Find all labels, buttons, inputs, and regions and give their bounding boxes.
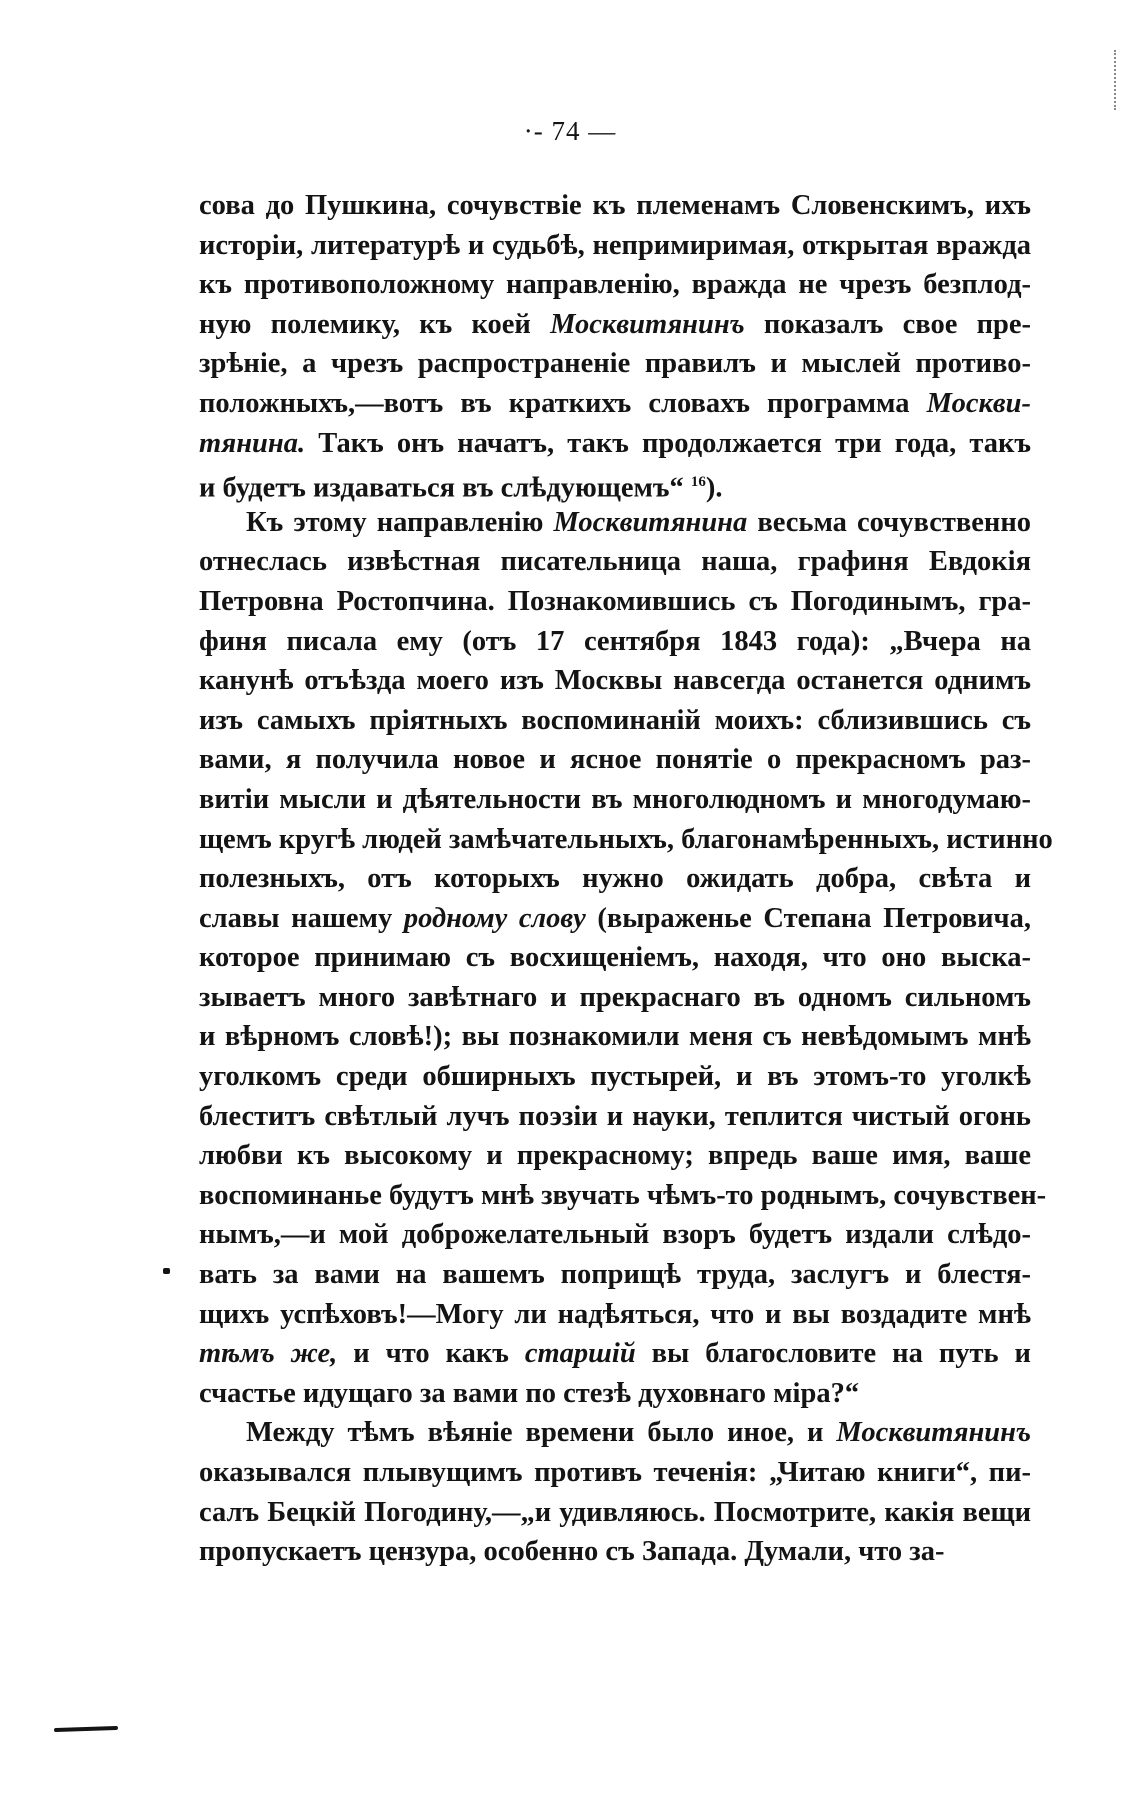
text-line: [199, 859, 1031, 899]
text-run: Петровна Ростопчина. Познакомившись съ Погодинымъ, гра-: [199, 585, 1031, 617]
text-line: [199, 1255, 1031, 1295]
text-run: славы нашему: [199, 902, 404, 934]
text-run: любви къ высокому и прекрасному; впредь ваше имя, ваше: [199, 1140, 1031, 1172]
text-line: [199, 265, 1031, 305]
text-line: [199, 1097, 1031, 1137]
text-run: уголкомъ среди обширныхъ пустырей, и въ этомъ-то уголкѣ: [199, 1061, 1031, 1093]
text-run: Къ этому направленію: [246, 506, 554, 538]
text-line: [199, 1374, 1031, 1414]
text-run: и будетъ издаваться въ слѣдующемъ“: [199, 472, 691, 504]
text-line: [199, 1136, 1031, 1176]
italic-title: Москви-: [926, 387, 1031, 419]
italic-title: Москвитянинъ: [550, 308, 745, 340]
text-run: весьма сочувственно: [747, 506, 1031, 538]
text-line: [199, 820, 1053, 860]
text-run: изъ самыхъ пріятныхъ воспоминаній моихъ: сблизившись съ: [199, 704, 1031, 736]
page-number: ·- 74 —: [523, 116, 617, 146]
text-line: [199, 1017, 1031, 1057]
text-line: [199, 1295, 1031, 1335]
text-run: сова до Пушкина, сочувствіе къ племенамъ Словенскимъ, ихъ: [199, 190, 1031, 221]
text-line: [199, 740, 1031, 780]
text-run: исторіи, литературѣ и судьбѣ, непримиримая, открытая вражда: [199, 229, 1031, 261]
text-line: [199, 978, 1031, 1018]
text-line: [199, 344, 1031, 384]
paragraph: [199, 186, 1031, 503]
text-line: [199, 661, 1031, 701]
text-run: полезныхъ, отъ которыхъ нужно ожидать добра, свѣта и: [199, 863, 1031, 895]
text-line: [199, 780, 1031, 820]
text-run: вами, я получила новое и ясное понятіе о прекрасномъ раз-: [199, 744, 1031, 776]
text-run: Между тѣмъ вѣяніе времени было иное, и: [246, 1417, 837, 1449]
text-line: [199, 701, 1031, 741]
text-run: блеститъ свѣтлый лучъ поэзіи и науки, теплится чистый огонь: [199, 1100, 1031, 1132]
text-run: оказывался плывущимъ противъ теченія: „Читаю книги“, пи-: [199, 1457, 1031, 1488]
italic-title: старшій: [524, 1338, 636, 1370]
text-run: ).: [705, 472, 723, 504]
italic-title: родному слову: [403, 902, 586, 934]
italic-title: тѣмъ же,: [199, 1338, 338, 1370]
text-run: пропускаетъ цензура, особенно съ Запада. Думали, что за-: [199, 1536, 945, 1568]
text-run: къ противоположному направленію, вражда не чрезъ безплод-: [199, 269, 1031, 301]
paragraph: [199, 1413, 1031, 1571]
text-run: положныхъ,—вотъ въ краткихъ словахъ программа: [199, 387, 927, 419]
text-line: [199, 1413, 1031, 1453]
text-run: зываетъ много завѣтнаго и прекраснаго въ одномъ сильномъ: [199, 981, 1031, 1013]
text-run: вать за вами на вашемъ поприщѣ труда, заслугъ и блестя-: [199, 1259, 1031, 1291]
text-run: вы благословите на путь и: [635, 1338, 1031, 1370]
text-line: [199, 1334, 1031, 1374]
text-line: [199, 622, 1031, 662]
text-run: и вѣрномъ словѣ!); вы познакомили меня съ невѣдомымъ мнѣ: [199, 1021, 1031, 1053]
text-run: салъ Бецкій Погодину,—„и удивляюсь. Посмотрите, какія вещи: [199, 1496, 1031, 1528]
text-run: витіи мысли и дѣятельности въ многолюдномъ и многодумаю-: [199, 783, 1031, 815]
text-line: [199, 226, 1031, 266]
paragraph: [199, 503, 1053, 1414]
text-line: [199, 305, 1031, 345]
text-line: [199, 1453, 1031, 1493]
page-edge-marks: [1114, 50, 1118, 110]
text-run: (выраженье Степана Петровича,: [585, 902, 1031, 934]
text-run: Такъ онъ начатъ, такъ продолжается три года, такъ: [305, 427, 1031, 459]
text-line: [199, 1176, 1047, 1216]
text-run: зрѣніе, а чрезъ распространеніе правилъ и мыслей противо-: [199, 348, 1031, 380]
text-line: [199, 1532, 1031, 1572]
text-run: щемъ кругѣ людей замѣчательныхъ, благонамѣренныхъ, истинно: [199, 823, 1053, 855]
text-run: нымъ,—и мой доброжелательный взоръ будетъ издали слѣдо-: [199, 1219, 1031, 1251]
footnote-ref: 16: [690, 474, 706, 491]
text-run: финя писала ему (отъ 17 сентября 1843 года): „Вчера на: [199, 625, 1031, 657]
text-run: воспоминанье будутъ мнѣ звучать чѣмъ-то роднымъ, сочувствен-: [199, 1179, 1047, 1211]
text-line: [199, 463, 1031, 503]
text-run: отнеслась извѣстная писательница наша, графиня Евдокія: [199, 546, 1031, 578]
italic-title: тянина.: [199, 427, 306, 459]
text-run: показалъ свое пре-: [744, 308, 1031, 340]
italic-title: Москвитянина: [553, 506, 748, 538]
text-line: [199, 582, 1031, 622]
text-run: канунѣ отъѣзда моего изъ Москвы навсегда останется однимъ: [199, 665, 1031, 697]
text-line: [199, 1057, 1031, 1097]
text-run: ную полемику, къ коей: [199, 308, 551, 340]
text-line: [199, 938, 1031, 978]
text-run: щихъ успѣховъ!—Могу ли надѣяться, что и вы воздадите мнѣ: [199, 1298, 1031, 1330]
text-line: [199, 1215, 1031, 1255]
text-line: [199, 503, 1031, 543]
text-line: [199, 424, 1031, 464]
body-text: [199, 186, 1053, 1572]
text-line: [199, 186, 1031, 226]
text-line: [199, 384, 1031, 424]
italic-title: Москвитянинъ: [836, 1417, 1031, 1449]
text-run: счастье идущаго за вами по стезѣ духовнаго міра?“: [199, 1377, 860, 1409]
text-run: и что какъ: [337, 1338, 525, 1370]
text-line: [199, 542, 1031, 582]
margin-mark: [163, 1268, 170, 1274]
text-run: которое принимаю съ восхищеніемъ, находя, что оно выска-: [199, 942, 1031, 974]
text-line: [199, 899, 1031, 939]
text-line: [199, 1493, 1031, 1533]
footer-rule: [54, 1726, 118, 1732]
